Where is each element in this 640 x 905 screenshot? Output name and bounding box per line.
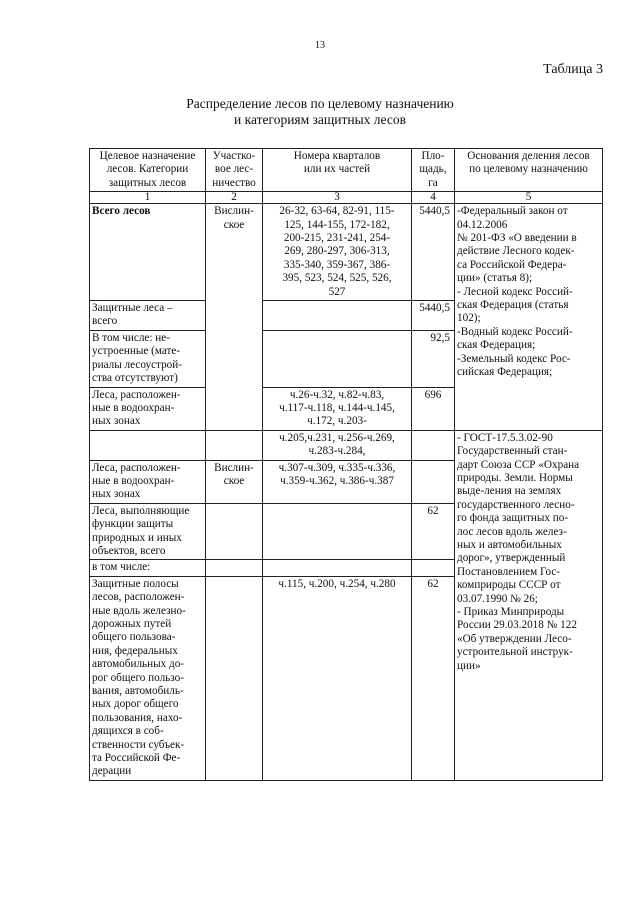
row-category: Защитные полосы лесов, расположен- ные вдоль железно- дорожных путей общего пользова- ния, федеральных автомобильных до- рог общего пользо- вания, автомобиль- ных дорог общего пользования, нахо- дящихся в соб- ственности субъек- та Российской Фе- дерации: [90, 576, 206, 780]
header-row: [90, 149, 603, 192]
row-quarters: [263, 330, 412, 387]
row-area: 62: [412, 503, 455, 560]
row-district: [206, 430, 263, 460]
column-number-row: [90, 192, 603, 204]
row-quarters: ч.115, ч.200, ч.254, ч.280: [263, 576, 412, 780]
header-purpose: Целевое назначение лесов. Категории защитных лесов: [90, 149, 206, 192]
basis-lower: - ГОСТ-17.5.3.02-90 Государственный стан- дарт Союза ССР «Охрана природы. Земли. Нормы выде-ления на землях государственного лесно- го фонда защитных по- лос лесов вдоль желез- ных и автомобильных дорог», утвержденный Постановлением Гос- комприроды СССР от 03.07.1990 № 26; - Приказ Минприроды России 29.03.2018 № 122 «Об утверждении Лесо- устроительной инструк- ции»: [455, 430, 603, 780]
row-district: [206, 560, 263, 576]
forest-distribution-table: [89, 148, 603, 781]
row-category: Леса, расположен- ные в водоохран- ных зонах: [90, 387, 206, 430]
row-quarters: 26-32, 63-64, 82-91, 115- 125, 144-155, 172-182, 200-215, 231-241, 254- 269, 280-297, 306-313, 335-340, 359-367, 386- 395, 523, 524, 525, 526, 527: [263, 204, 412, 301]
row-area: [412, 430, 455, 460]
row-district: [206, 503, 263, 560]
row-district: Вислин- ское: [206, 204, 263, 431]
row-category: Леса, расположен- ные в водоохран- ных зонах: [90, 460, 206, 503]
row-quarters: ч.26-ч.32, ч.82-ч.83, ч.117-ч.118, ч.144-ч.145, ч.172, ч.203-: [263, 387, 412, 430]
header-district: Участко- вое лес- ничество: [206, 149, 263, 192]
header-quarters: Номера кварталов или их частей: [263, 149, 412, 192]
page-number: 13: [315, 40, 325, 51]
table-row: [90, 430, 603, 460]
basis-upper: -Федеральный закон от 04.12.2006 № 201-ФЗ «О введении в действие Лесного кодек- са Российской Федера- ции» (статья 8); - Лесной кодекс Россий- ская Федерация (статья 102); -Водный кодекс Россий- ская Федерация; -Земельный кодекс Рос- сийская Федерация;: [455, 204, 603, 431]
row-area: [412, 460, 455, 503]
row-quarters: ч.307-ч.309, ч.335-ч.336, ч.359-ч.362, ч.386-ч.387: [263, 460, 412, 503]
row-area: 5440,5: [412, 204, 455, 301]
row-category: Леса, выполняющие функции защиты природных и иных объектов, всего: [90, 503, 206, 560]
table-row: [90, 204, 603, 301]
col-number: 5: [455, 192, 603, 204]
row-area: 696: [412, 387, 455, 430]
row-district: Вислин- ское: [206, 460, 263, 503]
col-number: 3: [263, 192, 412, 204]
row-category: Защитные леса – всего: [90, 301, 206, 331]
row-district: [206, 576, 263, 780]
table-label: Таблица 3: [543, 62, 603, 77]
row-category: Всего лесов: [90, 204, 206, 301]
row-quarters: [263, 503, 412, 560]
row-area: 5440,5: [412, 301, 455, 331]
row-category: В том числе: не- устроенные (мате- риалы лесоустрой- ства отсутствуют): [90, 330, 206, 387]
col-number: 2: [206, 192, 263, 204]
col-number: 4: [412, 192, 455, 204]
table-title: Распределение лесов по целевому назначению и категориям защитных лесов: [186, 96, 454, 127]
header-basis: Основания деления лесов по целевому назначению: [455, 149, 603, 192]
row-category: [90, 430, 206, 460]
row-area: [412, 560, 455, 576]
row-quarters: [263, 301, 412, 331]
header-area: Пло- щадь, га: [412, 149, 455, 192]
row-area: 62: [412, 576, 455, 780]
row-quarters: [263, 560, 412, 576]
col-number: 1: [90, 192, 206, 204]
row-quarters: ч.205,ч.231, ч.256-ч.269, ч.283-ч.284,: [263, 430, 412, 460]
row-category: в том числе:: [90, 560, 206, 576]
row-area: 92,5: [412, 330, 455, 387]
